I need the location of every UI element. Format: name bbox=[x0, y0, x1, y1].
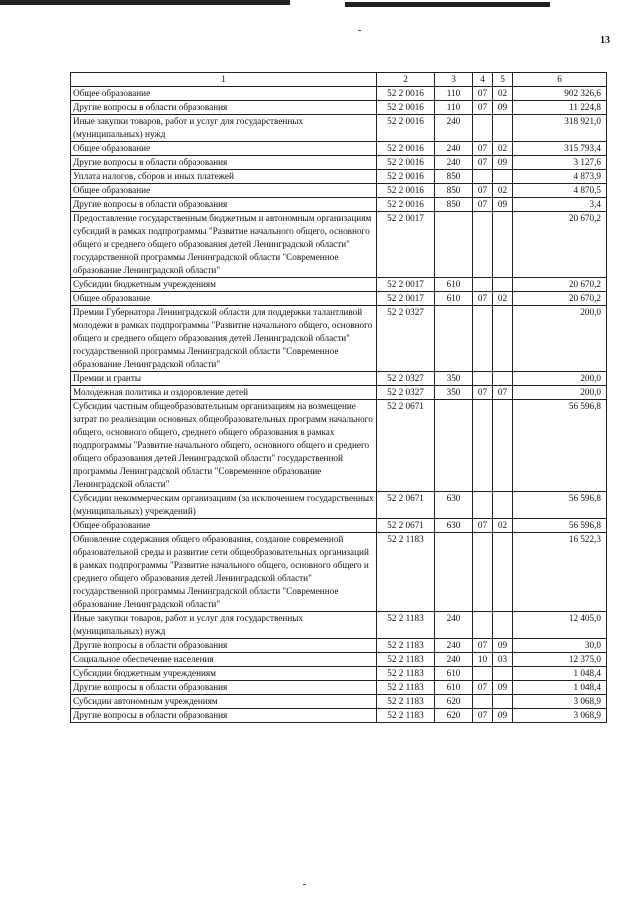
header-cell: 1 bbox=[71, 73, 377, 87]
row-name: Субсидии автономным учреждениям bbox=[71, 695, 377, 709]
row-subsection bbox=[493, 115, 513, 142]
table-row bbox=[71, 653, 607, 667]
row-code: 52 2 0017 bbox=[377, 278, 435, 292]
row-code: 52 2 0327 bbox=[377, 306, 435, 372]
row-section: 07 bbox=[473, 519, 493, 533]
row-expense-type: 610 bbox=[435, 278, 473, 292]
table-row bbox=[71, 292, 607, 306]
row-section: 10 bbox=[473, 653, 493, 667]
row-name: Другие вопросы в области образования bbox=[71, 681, 377, 695]
row-amount: 56 596,8 bbox=[513, 492, 607, 519]
row-subsection bbox=[493, 612, 513, 639]
row-expense-type: 630 bbox=[435, 519, 473, 533]
row-code: 52 2 0671 bbox=[377, 400, 435, 492]
table-row bbox=[71, 87, 607, 101]
row-name: Другие вопросы в области образования bbox=[71, 156, 377, 170]
row-expense-type: 850 bbox=[435, 184, 473, 198]
table-row bbox=[71, 170, 607, 184]
row-section: 07 bbox=[473, 101, 493, 115]
row-section bbox=[473, 170, 493, 184]
row-code: 52 2 0327 bbox=[377, 386, 435, 400]
row-code: 52 2 1183 bbox=[377, 695, 435, 709]
row-section: 07 bbox=[473, 184, 493, 198]
row-expense-type: 240 bbox=[435, 639, 473, 653]
row-expense-type: 610 bbox=[435, 667, 473, 681]
table-row bbox=[71, 709, 607, 723]
table-row bbox=[71, 639, 607, 653]
row-expense-type: 850 bbox=[435, 170, 473, 184]
row-name: Другие вопросы в области образования bbox=[71, 639, 377, 653]
row-subsection bbox=[493, 695, 513, 709]
row-code: 52 2 0017 bbox=[377, 212, 435, 278]
table-row bbox=[71, 198, 607, 212]
row-amount: 12 375,0 bbox=[513, 653, 607, 667]
row-code: 52 2 0016 bbox=[377, 156, 435, 170]
row-amount: 200,0 bbox=[513, 372, 607, 386]
table-row bbox=[71, 492, 607, 519]
row-amount: 318 921,0 bbox=[513, 115, 607, 142]
row-subsection bbox=[493, 306, 513, 372]
row-code: 52 2 0327 bbox=[377, 372, 435, 386]
row-name: Субсидии бюджетным учреждениям bbox=[71, 278, 377, 292]
row-amount: 16 522,3 bbox=[513, 533, 607, 612]
row-amount: 56 596,8 bbox=[513, 400, 607, 492]
row-name: Социальное обеспечение населения bbox=[71, 653, 377, 667]
row-subsection: 09 bbox=[493, 681, 513, 695]
row-section bbox=[473, 212, 493, 278]
row-subsection bbox=[493, 170, 513, 184]
row-code: 52 2 0016 bbox=[377, 198, 435, 212]
table-row bbox=[71, 184, 607, 198]
row-section: 07 bbox=[473, 639, 493, 653]
row-subsection: 09 bbox=[493, 101, 513, 115]
table-row bbox=[71, 372, 607, 386]
row-subsection: 02 bbox=[493, 292, 513, 306]
row-name: Уплата налогов, сборов и иных платежей bbox=[71, 170, 377, 184]
header-cell: 3 bbox=[435, 73, 473, 87]
row-code: 52 2 0016 bbox=[377, 142, 435, 156]
row-section: 07 bbox=[473, 156, 493, 170]
header-cell: 5 bbox=[493, 73, 513, 87]
row-expense-type: 610 bbox=[435, 292, 473, 306]
row-expense-type: 240 bbox=[435, 115, 473, 142]
row-subsection bbox=[493, 372, 513, 386]
row-section bbox=[473, 695, 493, 709]
row-expense-type: 110 bbox=[435, 101, 473, 115]
table-row bbox=[71, 156, 607, 170]
row-subsection: 02 bbox=[493, 519, 513, 533]
header-cell: 6 bbox=[513, 73, 607, 87]
row-section: 07 bbox=[473, 292, 493, 306]
row-section bbox=[473, 278, 493, 292]
row-section bbox=[473, 372, 493, 386]
row-amount: 902 326,6 bbox=[513, 87, 607, 101]
row-name: Субсидии частным общеобразовательным организациям на возмещение затрат по реализации основных общеобразовательных программ начального общего, основного общего, среднего общего образования в рамках подпрограммы "Развитие начального общего, основного общего и среднего общего образования детей Ленинградской области" государственной программы Ленинградской области "Современное образование Ленинградской области" bbox=[71, 400, 377, 492]
row-section bbox=[473, 115, 493, 142]
row-expense-type bbox=[435, 400, 473, 492]
table-row bbox=[71, 612, 607, 639]
row-name: Субсидии некоммерческим организациям (за исключением государственных (муниципальных) учреждений) bbox=[71, 492, 377, 519]
row-section bbox=[473, 533, 493, 612]
row-subsection: 02 bbox=[493, 142, 513, 156]
table-row bbox=[71, 115, 607, 142]
row-name: Молодежная политика и оздоровление детей bbox=[71, 386, 377, 400]
row-amount: 3,4 bbox=[513, 198, 607, 212]
row-section bbox=[473, 667, 493, 681]
row-expense-type: 240 bbox=[435, 653, 473, 667]
row-subsection: 07 bbox=[493, 386, 513, 400]
row-section bbox=[473, 612, 493, 639]
row-amount: 12 405,0 bbox=[513, 612, 607, 639]
row-name: Другие вопросы в области образования bbox=[71, 101, 377, 115]
header-cell: 2 bbox=[377, 73, 435, 87]
row-amount: 4 870,5 bbox=[513, 184, 607, 198]
table-row bbox=[71, 278, 607, 292]
row-expense-type: 610 bbox=[435, 681, 473, 695]
table-header-row bbox=[71, 73, 607, 87]
table-row bbox=[71, 533, 607, 612]
row-subsection: 03 bbox=[493, 653, 513, 667]
row-expense-type: 110 bbox=[435, 87, 473, 101]
row-amount: 1 048,4 bbox=[513, 667, 607, 681]
table-row bbox=[71, 681, 607, 695]
row-expense-type: 620 bbox=[435, 695, 473, 709]
row-amount: 3 068,9 bbox=[513, 709, 607, 723]
row-name: Иные закупки товаров, работ и услуг для государственных (муниципальных) нужд bbox=[71, 115, 377, 142]
row-code: 52 2 0017 bbox=[377, 292, 435, 306]
scan-speck bbox=[358, 30, 361, 31]
row-name: Общее образование bbox=[71, 184, 377, 198]
row-subsection: 09 bbox=[493, 198, 513, 212]
row-amount: 20 670,2 bbox=[513, 292, 607, 306]
row-subsection: 09 bbox=[493, 156, 513, 170]
row-name: Иные закупки товаров, работ и услуг для государственных (муниципальных) нужд bbox=[71, 612, 377, 639]
row-section: 07 bbox=[473, 142, 493, 156]
row-subsection: 02 bbox=[493, 87, 513, 101]
row-expense-type: 240 bbox=[435, 142, 473, 156]
row-subsection bbox=[493, 400, 513, 492]
row-section bbox=[473, 306, 493, 372]
row-name: Другие вопросы в области образования bbox=[71, 198, 377, 212]
row-expense-type: 850 bbox=[435, 198, 473, 212]
row-code: 52 2 1183 bbox=[377, 667, 435, 681]
row-amount: 30,0 bbox=[513, 639, 607, 653]
row-expense-type bbox=[435, 306, 473, 372]
row-amount: 56 596,8 bbox=[513, 519, 607, 533]
row-subsection bbox=[493, 533, 513, 612]
row-name: Другие вопросы в области образования bbox=[71, 709, 377, 723]
row-amount: 1 048,4 bbox=[513, 681, 607, 695]
table-row bbox=[71, 212, 607, 278]
row-name: Общее образование bbox=[71, 519, 377, 533]
row-name: Общее образование bbox=[71, 87, 377, 101]
row-name: Премии Губернатора Ленинградской области для поддержки талантливой молодежи в рамках подпрограммы "Развитие начального общего, основного общего и среднего общего образования детей Ленинградской области" государственной программы Ленинградской области "Современное образование Ленинградской области" bbox=[71, 306, 377, 372]
scan-edge-left bbox=[0, 0, 290, 5]
budget-table bbox=[70, 72, 607, 723]
row-code: 52 2 0016 bbox=[377, 115, 435, 142]
row-code: 52 2 0016 bbox=[377, 101, 435, 115]
row-subsection bbox=[493, 492, 513, 519]
header-cell: 4 bbox=[473, 73, 493, 87]
row-code: 52 2 1183 bbox=[377, 533, 435, 612]
row-code: 52 2 1183 bbox=[377, 639, 435, 653]
row-amount: 11 224,8 bbox=[513, 101, 607, 115]
row-section: 07 bbox=[473, 198, 493, 212]
row-subsection: 02 bbox=[493, 184, 513, 198]
table-row bbox=[71, 667, 607, 681]
row-subsection bbox=[493, 278, 513, 292]
row-expense-type: 240 bbox=[435, 156, 473, 170]
row-code: 52 2 0016 bbox=[377, 184, 435, 198]
row-amount: 20 670,2 bbox=[513, 278, 607, 292]
row-name: Общее образование bbox=[71, 142, 377, 156]
row-name: Субсидии бюджетным учреждениям bbox=[71, 667, 377, 681]
row-expense-type: 350 bbox=[435, 372, 473, 386]
scan-edge-right bbox=[345, 2, 550, 7]
row-amount: 315 793,4 bbox=[513, 142, 607, 156]
row-amount: 200,0 bbox=[513, 306, 607, 372]
table-row bbox=[71, 142, 607, 156]
row-amount: 200,0 bbox=[513, 386, 607, 400]
row-subsection: 09 bbox=[493, 639, 513, 653]
row-section bbox=[473, 400, 493, 492]
row-expense-type: 630 bbox=[435, 492, 473, 519]
row-expense-type bbox=[435, 212, 473, 278]
row-subsection: 09 bbox=[493, 709, 513, 723]
row-expense-type: 350 bbox=[435, 386, 473, 400]
row-name: Обновление содержания общего образования, создание современной образовательной среды и развитие сети общеобразовательных организаций в рамках подпрограммы "Развитие начального общего, основного общего и среднего общего образования детей Ленинградской области" государственной программы Ленинградской области "Современное образование Ленинградской области" bbox=[71, 533, 377, 612]
row-name: Предоставление государственным бюджетным и автономным организациям субсидий в рамках подпрограммы "Развитие начального общего, основного общего и среднего общего образования детей Ленинградской области" государственной программы Ленинградской области "Современное образование Ленинградской области" bbox=[71, 212, 377, 278]
row-code: 52 2 1183 bbox=[377, 653, 435, 667]
page-number: 13 bbox=[600, 35, 610, 46]
row-code: 52 2 0671 bbox=[377, 519, 435, 533]
table-row bbox=[71, 519, 607, 533]
row-code: 52 2 0671 bbox=[377, 492, 435, 519]
row-expense-type: 620 bbox=[435, 709, 473, 723]
row-code: 52 2 0016 bbox=[377, 87, 435, 101]
row-code: 52 2 1183 bbox=[377, 709, 435, 723]
scan-speck bbox=[303, 884, 306, 885]
row-subsection bbox=[493, 667, 513, 681]
row-section: 07 bbox=[473, 87, 493, 101]
row-expense-type bbox=[435, 533, 473, 612]
row-amount: 3 068,9 bbox=[513, 695, 607, 709]
row-section: 07 bbox=[473, 709, 493, 723]
table-row bbox=[71, 695, 607, 709]
row-amount: 20 670,2 bbox=[513, 212, 607, 278]
table-row bbox=[71, 400, 607, 492]
row-amount: 4 873,9 bbox=[513, 170, 607, 184]
row-name: Премии и гранты bbox=[71, 372, 377, 386]
row-expense-type: 240 bbox=[435, 612, 473, 639]
row-name: Общее образование bbox=[71, 292, 377, 306]
table-row bbox=[71, 101, 607, 115]
row-code: 52 2 1183 bbox=[377, 681, 435, 695]
row-section bbox=[473, 492, 493, 519]
row-amount: 3 127,6 bbox=[513, 156, 607, 170]
table-row bbox=[71, 306, 607, 372]
row-section: 07 bbox=[473, 386, 493, 400]
table-row bbox=[71, 386, 607, 400]
row-subsection bbox=[493, 212, 513, 278]
row-code: 52 2 0016 bbox=[377, 170, 435, 184]
row-section: 07 bbox=[473, 681, 493, 695]
row-code: 52 2 1183 bbox=[377, 612, 435, 639]
